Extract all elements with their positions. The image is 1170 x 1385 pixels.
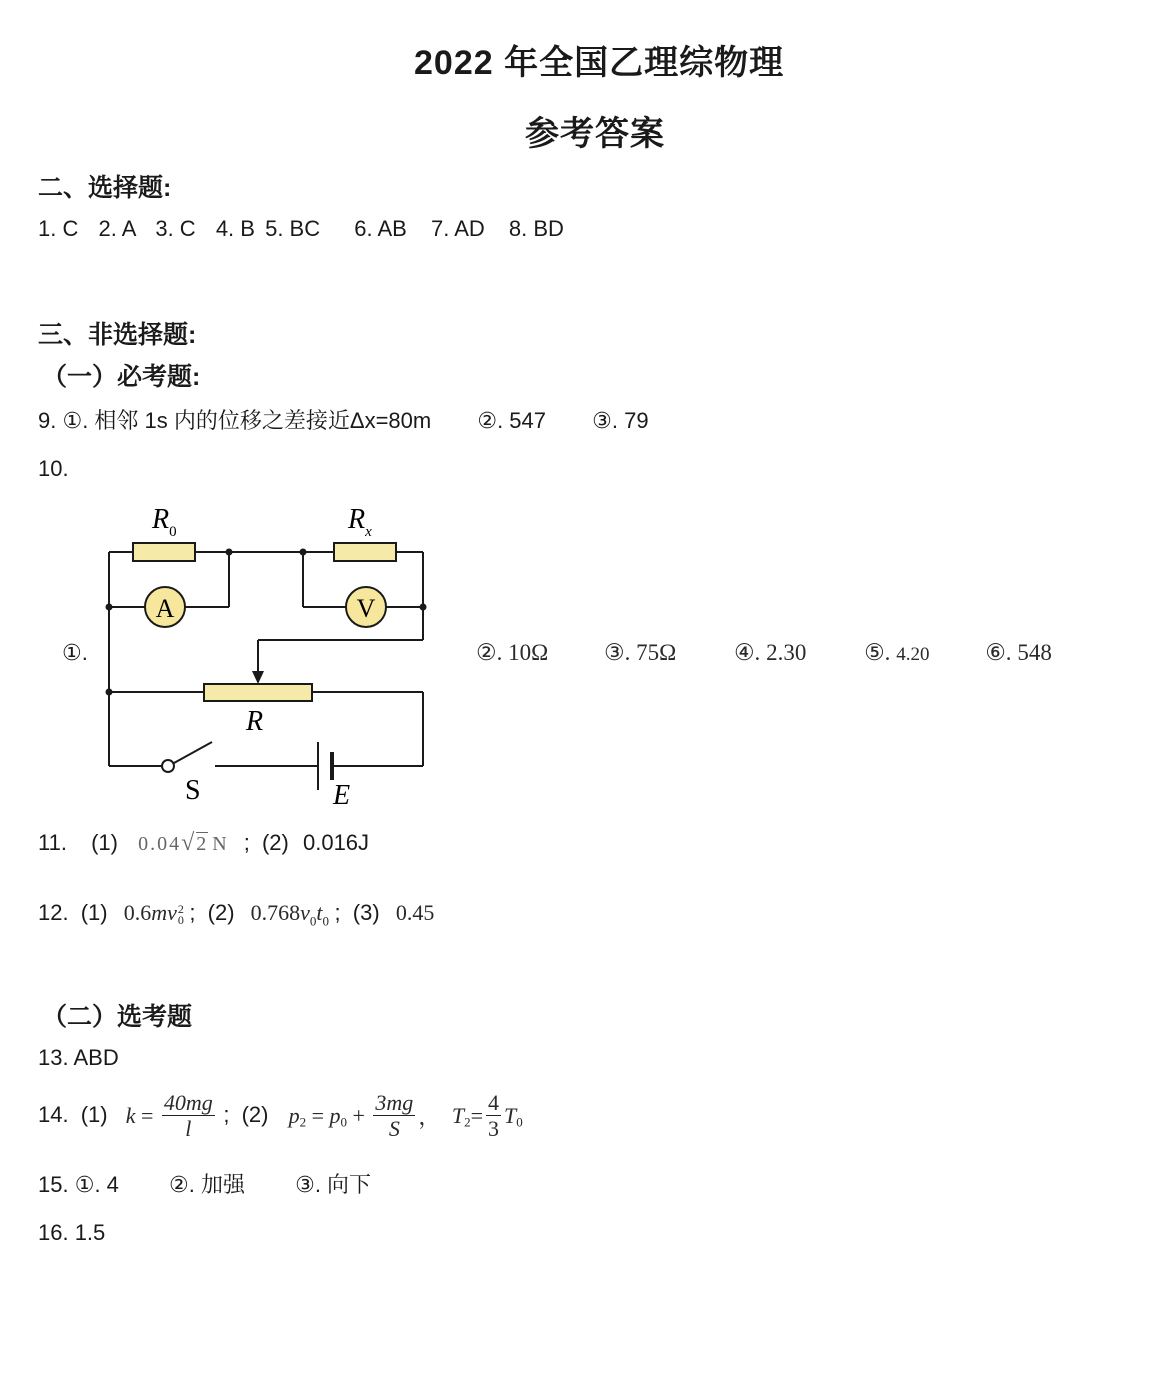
q15-answer-row <box>38 1168 371 1199</box>
section-nonchoice-heading: 三、非选择题: <box>38 321 197 349</box>
q14-part-2: (2) <box>241 1102 269 1128</box>
q12-separator-1: ; <box>189 900 196 925</box>
page-title: 2022 年全国乙理综物理 <box>414 44 785 82</box>
q10-answer-6: ⑥. 548 <box>985 640 1052 665</box>
q9-answer-3: ③. 79 <box>592 408 649 433</box>
q14-k-fraction: $\frac{40mg}{l}$ <box>163 1090 213 1142</box>
q12-answer-1: 0.6mv 2 0 <box>123 900 184 927</box>
q14-number: 14. <box>38 1102 69 1128</box>
circuit-wires <box>109 552 423 766</box>
voltmeter-label: V <box>356 594 376 623</box>
q10-answer-1-mark: ①. <box>62 640 88 665</box>
q12-answer-2: $0.768v_0t_0$ <box>250 900 330 929</box>
choice-answers-row <box>38 216 564 242</box>
q15-answer-1: ①. 4 <box>74 1172 119 1197</box>
q10-answer-5: ⑤. 4.20 <box>864 640 930 665</box>
q11-part-1: (1) <box>91 830 118 855</box>
rx-label: $R_x$ <box>348 504 372 540</box>
q12-number: 12. <box>38 900 69 925</box>
q11-answer-1: 0.04√2 N <box>138 830 229 856</box>
switch-pivot <box>162 760 174 772</box>
choice-answer: 8. BD <box>508 216 564 241</box>
q12-part-3: (3) <box>352 900 380 925</box>
q9-answer-2: ②. 547 <box>477 408 547 433</box>
resistor-r0 <box>133 543 195 561</box>
choice-answer: 4. B <box>215 216 255 241</box>
q12-part-2: (2) <box>207 900 235 925</box>
q14-separator: ; <box>223 1102 230 1128</box>
q11-answer-2: 0.016J <box>302 830 370 855</box>
choice-answer: 2. A <box>98 216 136 241</box>
q10-number: 10. <box>38 456 69 481</box>
q10-answers-row <box>476 640 1052 666</box>
section-choice-heading: 二、选择题: <box>38 174 172 202</box>
choice-answer: 5. BC <box>265 216 321 241</box>
battery-label: E <box>333 780 351 811</box>
choice-answer: 3. C <box>155 216 196 241</box>
elective-part-heading: （二）选考题 <box>42 1003 193 1031</box>
q13-answer: 13. ABD <box>38 1045 119 1070</box>
r0-label: $R_0$ <box>152 504 177 540</box>
required-part-heading: （一）必考题: <box>42 363 201 391</box>
q15-answer-2: ②. 加强 <box>169 1172 245 1197</box>
q11-answer-row <box>38 830 369 857</box>
q10-answer-4: ④. 2.30 <box>733 640 807 665</box>
q16-answer: 16. 1.5 <box>38 1220 106 1245</box>
rheostat-label: R <box>246 706 264 737</box>
q15-answer-3: ③. 向下 <box>295 1172 372 1197</box>
q14-answer-2: $p_2 = p_0$ + $\frac{3mg}{S}$ ， $T_2=$ $\frac{4}{3}$ $T_0$ <box>288 1090 523 1142</box>
q12-separator-2: ; <box>334 900 341 925</box>
q9-answer-1: ①. 相邻 1s 内的位移之差接近Δx=80m <box>62 408 432 433</box>
q14-answer-row <box>38 1090 523 1142</box>
q9-answer-row <box>38 404 649 435</box>
circuit-diagram <box>98 495 438 815</box>
q9-number: 9. <box>38 408 57 433</box>
q14-answer-1: k = $\frac{40mg}{l}$ <box>125 1090 213 1142</box>
q15-number: 15. <box>38 1172 69 1197</box>
ammeter-label: A <box>155 594 175 623</box>
q10-answer-3: ③. 75Ω <box>603 640 677 665</box>
resistor-rx <box>334 543 396 561</box>
q14-part-1: (1) <box>80 1102 108 1128</box>
rheostat <box>204 684 312 701</box>
choice-answer: 7. AD <box>430 216 485 241</box>
q11-separator: ; <box>243 830 250 855</box>
choice-answer: 6. AB <box>354 216 407 241</box>
q11-part-2: (2) <box>261 830 289 855</box>
q14-p-fraction: $\frac{3mg}{S}$ <box>375 1090 414 1142</box>
q14-t-fraction: $\frac{4}{3}$ <box>488 1090 499 1142</box>
q11-number: 11. <box>38 830 67 855</box>
q12-answer-3: 0.45 <box>395 900 435 925</box>
choice-answer: 1. C <box>38 216 79 241</box>
q12-part-1: (1) <box>80 900 108 925</box>
page-subtitle: 参考答案 <box>525 115 665 153</box>
slider-arrow-icon <box>252 671 264 684</box>
q12-answer-row <box>38 900 434 929</box>
q10-answer-2: ②. 10Ω <box>476 640 549 665</box>
switch-label: S <box>185 775 201 806</box>
